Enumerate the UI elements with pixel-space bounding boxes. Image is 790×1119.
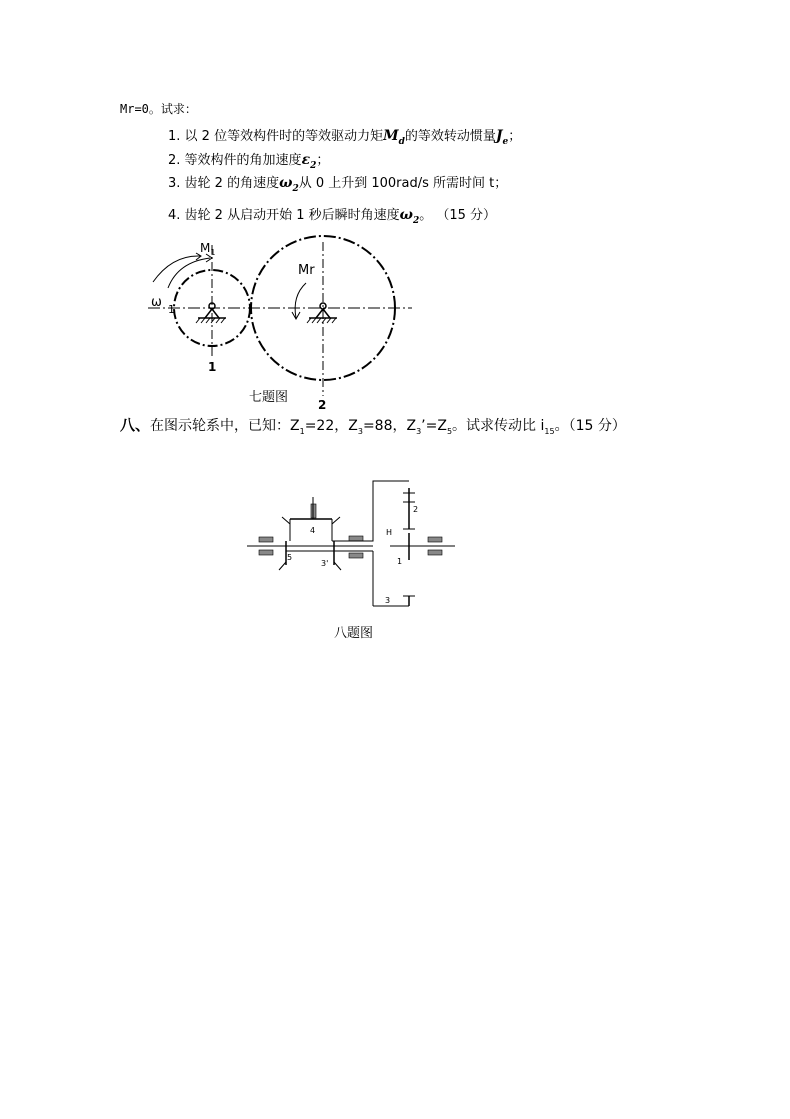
- q8-number: 八、: [120, 416, 151, 434]
- label-5: 5: [287, 553, 293, 562]
- q7-item-3: 3. 齿轮 2 的角速度$\omega_2$从 0 上升到 100rad/s 所需时间 t；: [168, 175, 508, 194]
- label-gear1: 1: [208, 360, 217, 374]
- label-h: H: [386, 528, 393, 537]
- label-1-left: 1: [168, 303, 175, 316]
- bearing-left: [259, 537, 273, 542]
- label-3: 3: [385, 596, 391, 605]
- label-gear2: 2: [318, 398, 327, 412]
- label-m1: $M_1$: [200, 241, 216, 257]
- symbol-omega2: $\omega_2$: [399, 207, 420, 226]
- symbol-omega2: $\omega_2$: [279, 175, 299, 194]
- label-omega: ω: [151, 295, 162, 310]
- q8-statement: 八、在图示轮系中，已知：$Z_1=22$，$Z_3=88$，$Z_3’=Z_5$。试求传动比 $i_{15}$。（15 分）: [120, 416, 626, 436]
- symbol-epsilon2: $\varepsilon_2$: [301, 152, 317, 171]
- bearing-right: [428, 537, 442, 542]
- q8-caption: 八题图: [334, 626, 374, 641]
- label-mr: Mr: [298, 263, 315, 278]
- carrier-h: [332, 481, 409, 541]
- item-number: 1.: [168, 129, 181, 144]
- symbol-je: $J_e$: [495, 128, 509, 147]
- q7-caption: 七题图: [249, 390, 289, 405]
- q7-item-1: 1. 以 2 位等效构件时的等效驱动力矩$M_d$的等效转动惯量$J_e$；: [168, 128, 522, 147]
- label-4: 4: [310, 526, 316, 535]
- label-3-prime: 3': [321, 559, 329, 568]
- bearing-middle-bottom: [349, 553, 363, 558]
- q7-item-4: 4. 齿轮 2 从启动开始 1 秒后瞬时角速度$\omega_2$。 （15 分）: [168, 207, 497, 226]
- q7-intro: Mr=0。试求：: [120, 102, 197, 116]
- q7-item-2: 2. 等效构件的角加速度$\varepsilon_2$；: [168, 152, 330, 171]
- symbol-md: $M_d$: [383, 128, 405, 147]
- bearing-middle-top: [349, 536, 363, 541]
- label-1: 1: [397, 557, 403, 566]
- label-2: 2: [413, 505, 419, 514]
